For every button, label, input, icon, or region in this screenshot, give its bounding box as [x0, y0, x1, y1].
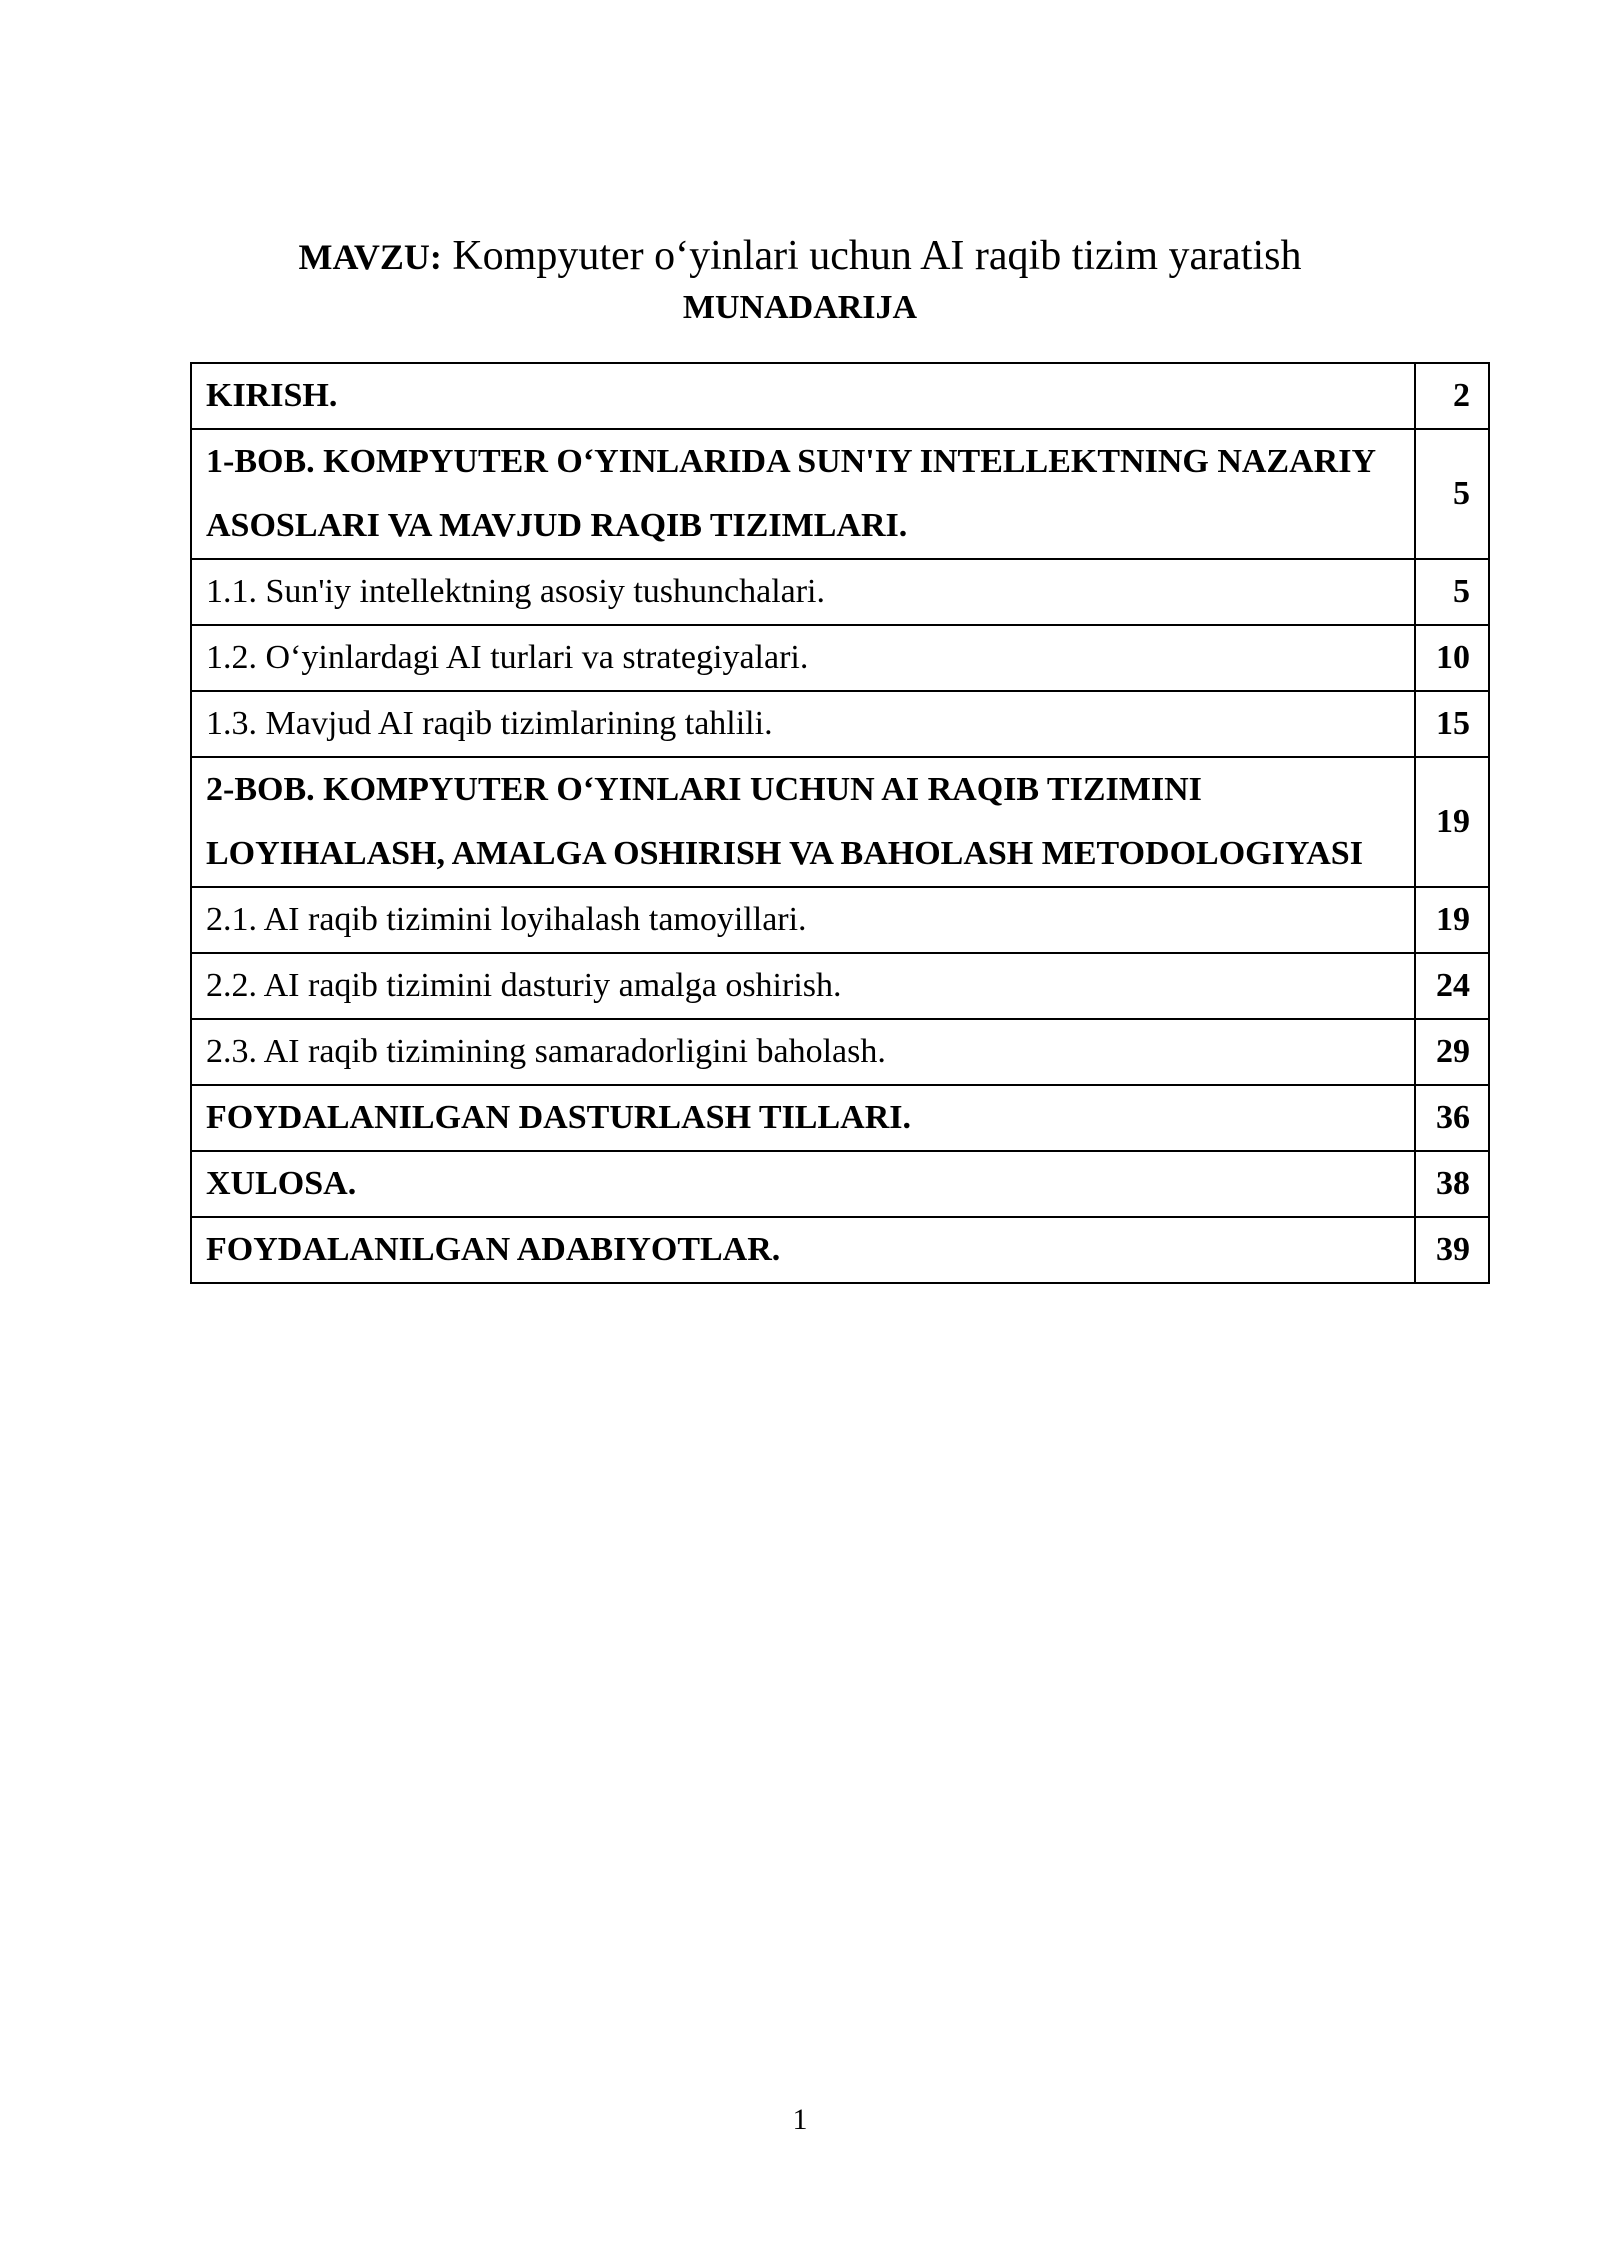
toc-row [191, 887, 1489, 953]
toc-row [191, 691, 1489, 757]
toc-entry-title: 2.1. AI raqib tizimini loyihalash tamoyillari. [191, 887, 1415, 953]
toc-entry-title: 2.2. AI raqib tizimini dasturiy amalga oshirish. [191, 953, 1415, 1019]
toc-entry-title: FOYDALANILGAN DASTURLASH TILLARI. [191, 1085, 1415, 1151]
toc-row [191, 953, 1489, 1019]
toc-entry-page: 39 [1415, 1217, 1489, 1283]
toc-entry-title: 2-BOB. KOMPYUTER O‘YINLARI UCHUN AI RAQIB TIZIMINI LOYIHALASH, AMALGA OSHIRISH VA BAHOLASH METODOLOGIYASI [191, 757, 1415, 887]
toc-entry-page: 5 [1415, 429, 1489, 559]
toc-entry-title: KIRISH. [191, 363, 1415, 429]
toc-entry-page: 36 [1415, 1085, 1489, 1151]
toc-entry-title: 1.3. Mavjud AI raqib tizimlarining tahlili. [191, 691, 1415, 757]
page-number: 1 [792, 2103, 808, 2136]
toc-row [191, 1019, 1489, 1085]
toc-entry-page: 15 [1415, 691, 1489, 757]
toc-entry-title: 1-BOB. KOMPYUTER O‘YINLARIDA SUN'IY INTELLEKTNING NAZARIY ASOSLARI VA MAVJUD RAQIB TIZIMLARI. [191, 429, 1415, 559]
toc-entry-page: 19 [1415, 887, 1489, 953]
toc-entry-title: 1.2. O‘yinlardagi AI turlari va strategiyalari. [191, 625, 1415, 691]
toc-entry-page: 24 [1415, 953, 1489, 1019]
toc-row [191, 625, 1489, 691]
toc-row [191, 1085, 1489, 1151]
toc-row [191, 1151, 1489, 1217]
toc-entry-page: 19 [1415, 757, 1489, 887]
toc-entry-page: 5 [1415, 559, 1489, 625]
toc-entry-title: FOYDALANILGAN ADABIYOTLAR. [191, 1217, 1415, 1283]
toc-entry-title: 2.3. AI raqib tizimining samaradorligini baholash. [191, 1019, 1415, 1085]
toc-entry-page: 10 [1415, 625, 1489, 691]
toc-row [191, 1217, 1489, 1283]
table-of-contents [190, 362, 1490, 1284]
toc-entry-title: 1.1. Sun'iy intellektning asosiy tushunchalari. [191, 559, 1415, 625]
toc-entry-title: XULOSA. [191, 1151, 1415, 1217]
toc-entry-page: 38 [1415, 1151, 1489, 1217]
topic-label: MAVZU: [298, 237, 442, 277]
toc-row [191, 559, 1489, 625]
toc-entry-page: 29 [1415, 1019, 1489, 1085]
topic-text: Kompyuter o‘yinlari uchun AI raqib tizim yaratish [441, 233, 1302, 279]
topic-line [0, 228, 1600, 285]
toc-row [191, 363, 1489, 429]
toc-row [191, 429, 1489, 559]
toc-row [191, 757, 1489, 887]
toc-entry-page: 2 [1415, 363, 1489, 429]
toc-title: MUNADARIJA [682, 289, 918, 326]
